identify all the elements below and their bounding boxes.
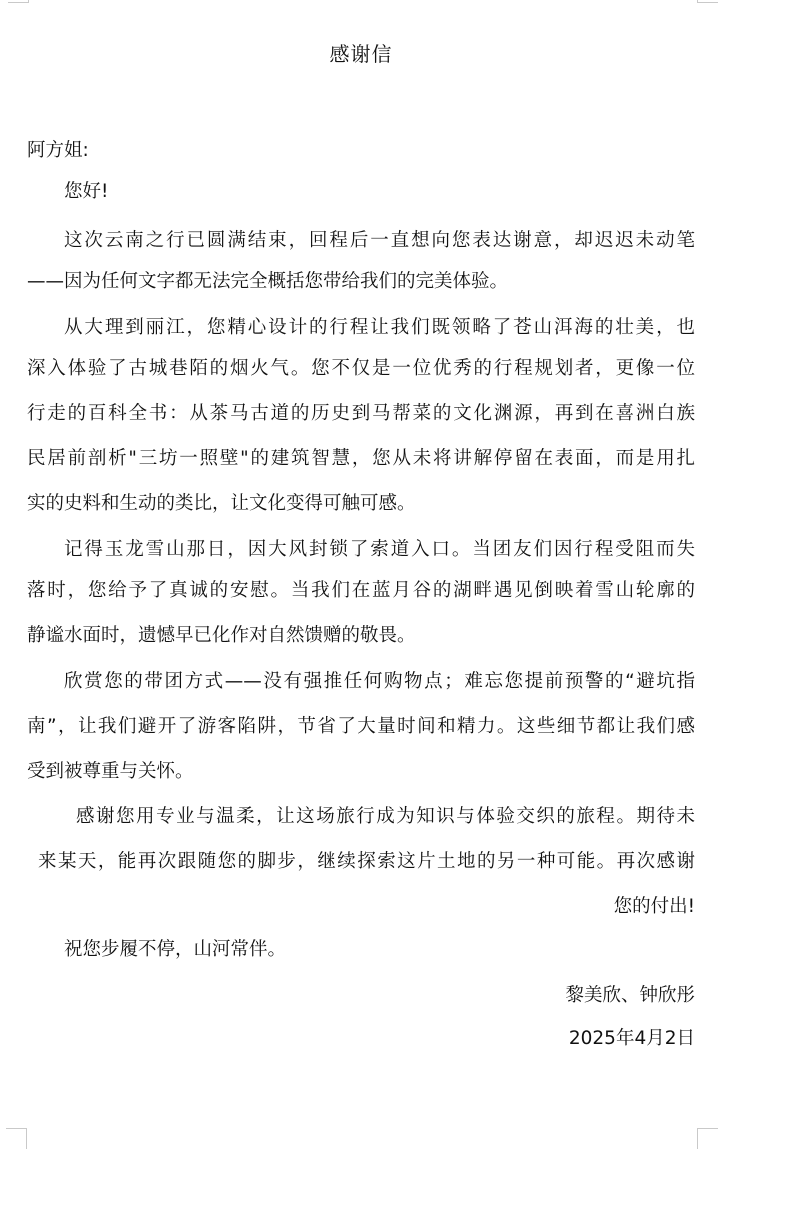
page-corner-mark: [697, 0, 718, 3]
paragraph-line: 静谧水面时，遗憾早已化作对自然馈赠的敬畏。: [27, 625, 416, 646]
paragraph-line: 南”，让我们避开了游客陷阱，节省了大量时间和精力。这些细节都让我们感: [27, 716, 695, 737]
page-corner-mark: [697, 1128, 718, 1149]
paragraph-line: 欣赏您的带团方式——没有强推任何购物点；难忘您提前预警的“避坑指: [64, 671, 695, 692]
letter-date: 2025年4月2日: [568, 1028, 695, 1049]
paragraph-line: 来某天，能再次跟随您的脚步，继续探索这片土地的另一种可能。再次感谢: [38, 851, 695, 872]
paragraph-line: ——因为任何文字都无法完全概括您带给我们的完美体验。: [27, 271, 509, 292]
greeting: 您好!: [64, 181, 109, 202]
paragraph-line: 受到被尊重与关怀。: [27, 761, 194, 782]
closing-line: 祝您步履不停，山河常伴。: [64, 939, 287, 960]
paragraph-line: 实的史料和生动的类比，让文化变得可触可感。: [27, 493, 416, 514]
paragraph-line: 深入体验了古城巷陌的烟火气。您不仅是一位优秀的行程规划者，更像一位: [27, 358, 695, 379]
signature: 黎美欣、钟欣彤: [565, 985, 695, 1006]
paragraph-line: 行走的百科全书：从茶马古道的历史到马帮菜的文化渊源，再到在喜洲白族: [27, 403, 695, 424]
paragraph-line: 记得玉龙雪山那日，因大风封锁了索道入口。当团友们因行程受阻而失: [64, 539, 695, 560]
paragraph-line: 民居前剖析"三坊一照壁"的建筑智慧，您从未将讲解停留在表面，而是用扎: [27, 448, 695, 469]
letter-title: 感谢信: [329, 42, 393, 66]
paragraph-line: 您的付出!: [613, 896, 695, 917]
paragraph-line: 这次云南之行已圆满结束，回程后一直想向您表达谢意，却迟迟未动笔: [64, 230, 695, 251]
paragraph-line: 感谢您用专业与温柔，让这场旅行成为知识与体验交织的旅程。期待未: [76, 806, 695, 827]
page-corner-mark: [6, 1128, 27, 1149]
page-corner-mark: [8, 0, 29, 3]
paragraph-line: 从大理到丽江，您精心设计的行程让我们既领略了苍山洱海的壮美，也: [64, 317, 695, 338]
salutation: 阿方姐:: [27, 140, 89, 161]
paragraph-line: 落时，您给予了真诚的安慰。当我们在蓝月谷的湖畔遇见倒映着雪山轮廓的: [27, 580, 695, 601]
